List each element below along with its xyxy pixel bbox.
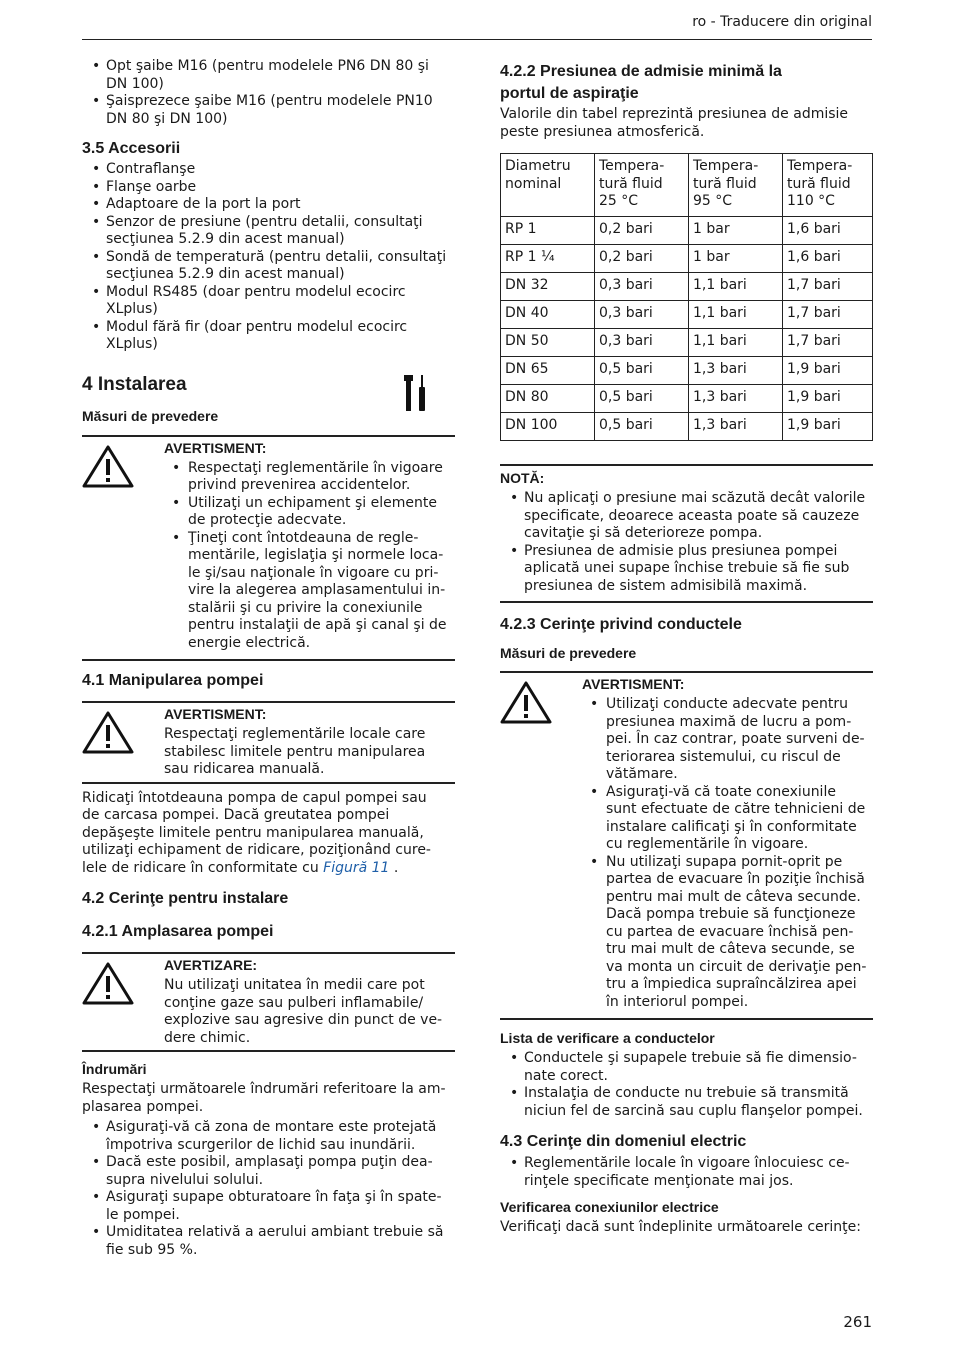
warning-title: AVERTISMENT: [164, 706, 267, 722]
table-header-cell: Tempera- tură fluid 25 °C [595, 154, 689, 217]
electrical-list [500, 1155, 873, 1190]
table-header-cell: Diametru nominal [501, 154, 595, 217]
warning-title: AVERTISMENT: [582, 676, 685, 692]
section-4-2-3-title: 4.2.3 Cerinţe privind conductele [500, 616, 742, 633]
table-cell: DN 50 [501, 329, 595, 357]
list-item: • Modul fără fir (doar pentru modelul ecocirc XLplus) [82, 319, 455, 354]
table-cell: 1,1 bari [689, 329, 783, 357]
pipe-checklist [500, 1050, 873, 1120]
warning-title: AVERTIZARE: [164, 957, 258, 973]
note-box [500, 464, 873, 603]
table-cell: 0,3 bari [595, 273, 689, 301]
list-item: • Reglementările locale în vigoare înlocuiesc ce- rinţele specificate menţionate mai jos. [500, 1155, 873, 1190]
list-item: • Dacă este posibil, amplasaţi pompa puţin dea- supra nivelului solului. [82, 1154, 455, 1189]
list-item: • Adaptoare de la port la port [82, 196, 455, 214]
table-cell: RP 1 [501, 217, 595, 245]
guidelines-text: Respectaţi următoarele îndrumări referitoare la am- plasarea pompei. [82, 1081, 446, 1115]
table-cell: 1,9 bari [783, 385, 873, 413]
guidelines-title: Îndrumări [82, 1061, 147, 1077]
section-4-heading [82, 374, 455, 425]
table-row [501, 217, 873, 245]
section-4-title: 4 Instalarea [82, 373, 187, 395]
lifting-text: Ridicaţi întotdeauna pompa de capul pompei sau de carcasa pompei. Dacă greutatea pompei depăşeşte limitele pentru manipularea manuală, utilizaţi echipament de ridicare, poziţionând cure- lele de ridicare în conformitate cu [82, 789, 431, 876]
warning-box-safety [82, 435, 455, 662]
table-header-cell: Tempera- tură fluid 95 °C [689, 154, 783, 217]
list-item: • Respectaţi reglementările în vigoare privind prevenirea accidentelor. [164, 460, 455, 495]
table-header-cell: Tempera- tură fluid 110 °C [783, 154, 873, 217]
left-column [82, 58, 455, 1259]
table-cell: 0,2 bari [595, 245, 689, 273]
warning-icon [82, 444, 134, 488]
list-item: • Asiguraţi-vă că toate conexiunile sunt efectuate de către tehnicieni de instalare calificaţi şi în conformitate cu reglementările în vigoare. [582, 784, 873, 854]
table-row [501, 385, 873, 413]
table-cell: 1,3 bari [689, 413, 783, 441]
table-row [501, 413, 873, 441]
list-item: • Instalaţia de conducte nu trebuie să transmită niciun fel de sarcină sau cuplu flanşelor pompei. [500, 1085, 873, 1120]
list-item: • Umiditatea relativă a aerului ambiant trebuie să fie sub 95 %. [82, 1224, 455, 1259]
table-header-row [501, 154, 873, 217]
tools-icon [402, 373, 430, 413]
accessories-list [82, 161, 455, 354]
warning-text: Respectaţi reglementările locale care stabilesc limitele pentru manipularea sau ridicarea manuală. [164, 726, 426, 777]
table-row [501, 357, 873, 385]
list-item: • Ţineţi cont întotdeauna de regle- mentările, legislaţia şi normele loca- le şi/sau naţionale în vigoare cu pri- vire la alegerea amplasamentului in- stalării şi cu privire la conexiunile pentru instalaţii de apă şi canal şi de energie electrică. [164, 530, 455, 653]
table-cell: DN 32 [501, 273, 595, 301]
header-text: ro - Traducere din original [692, 14, 872, 30]
warning-list [582, 696, 873, 1011]
table-cell: 1,1 bari [689, 273, 783, 301]
section-4-2-title: 4.2 Cerinţe pentru instalare [82, 890, 289, 907]
list-item: • Senzor de presiune (pentru detalii, consultaţi secţiunea 5.2.9 din acest manual) [82, 214, 455, 249]
lifting-paragraph [82, 790, 455, 878]
section-4-2-2-title: 4.2.2 Presiunea de admisie minimă la portul de aspiraţie [500, 63, 782, 102]
list-item: • Asiguraţi-vă că zona de montare este protejată împotriva scurgerilor de lichid sau inundării. [82, 1119, 455, 1154]
list-item: • Sondă de temperatură (pentru detalii, consultaţi secţiunea 5.2.9 din acest manual) [82, 249, 455, 284]
table-cell: 1,9 bari [783, 413, 873, 441]
lifting-text-end: . [389, 859, 399, 876]
warning-box-pipes [500, 671, 873, 1020]
table-cell: DN 65 [501, 357, 595, 385]
section-4-2-2-text: Valorile din tabel reprezintă presiunea de admisie peste presiunea atmosferică. [500, 106, 849, 140]
table-cell: 1,7 bari [783, 301, 873, 329]
list-item: • Şaisprezece şaibe M16 (pentru modelele PN10 DN 80 şi DN 100) [82, 93, 455, 128]
table-cell: DN 100 [501, 413, 595, 441]
note-title: NOTĂ: [500, 470, 545, 486]
table-cell: 0,2 bari [595, 217, 689, 245]
table-cell: 1,6 bari [783, 245, 873, 273]
list-item: • Nu utilizaţi supapa pornit-oprit pe partea de evacuare în poziţie închisă pentru mai mult de câteva secunde. Dacă pompa trebuie să funcţioneze cu partea de evacuare închisă pen- tru mai mult de câteva secunde, se va monta un circuit de derivaţie pen- tru a împiedica supraîncălzirea apei în interiorul pompei. [582, 854, 873, 1012]
table-cell: 1,7 bari [783, 329, 873, 357]
table-cell: 1 bar [689, 217, 783, 245]
warning-list [164, 460, 455, 653]
page-number: 261 [843, 1313, 872, 1331]
section-3-5-title: 3.5 Accesorii [82, 140, 181, 157]
table-cell: 1 bar [689, 245, 783, 273]
list-item: • Nu aplicaţi o presiune mai scăzută decât valorile specificate, deoarece aceasta poate să cauzeze cavitaţie şi să deterioreze pompa. [500, 490, 873, 543]
table-cell: 0,3 bari [595, 329, 689, 357]
table-cell: 1,1 bari [689, 301, 783, 329]
note-list [500, 490, 873, 595]
pipe-checklist-title: Lista de verificare a conductelor [500, 1030, 715, 1046]
table-cell: 1,9 bari [783, 357, 873, 385]
table-row [501, 301, 873, 329]
table-cell: 1,7 bari [783, 273, 873, 301]
warning-box-location [82, 952, 455, 1052]
list-item: • Flanşe oarbe [82, 179, 455, 197]
list-item: • Conductele şi supapele trebuie să fie dimensio- nate corect. [500, 1050, 873, 1085]
section-4-2-3-subtitle: Măsuri de prevedere [500, 645, 637, 661]
table-cell: 1,6 bari [783, 217, 873, 245]
table-cell: 1,3 bari [689, 357, 783, 385]
table-cell: DN 80 [501, 385, 595, 413]
table-cell: 0,5 bari [595, 385, 689, 413]
warning-icon [500, 680, 552, 724]
table-cell: 1,3 bari [689, 385, 783, 413]
electrical-check-text: Verificaţi dacă sunt îndeplinite următoarele cerinţe: [500, 1219, 861, 1235]
warning-text: Nu utilizaţi unitatea în medii care pot conţine gaze sau pulberi inflamabile/ explozive sau agresive din punct de ve- dere chimic. [164, 977, 443, 1046]
table-cell: RP 1 ¼ [501, 245, 595, 273]
list-item: • Presiunea de admisie plus presiunea pompei aplicată unei supape închise trebuie să fie sub presiunea de sistem admisibilă maximă. [500, 543, 873, 596]
section-4-1-title: 4.1 Manipularea pompei [82, 672, 264, 689]
page-header [82, 14, 872, 40]
warning-box-handling [82, 701, 455, 784]
section-4-subtitle: Măsuri de prevedere [82, 407, 219, 424]
table-row [501, 273, 873, 301]
section-4-3-title: 4.3 Cerinţe din domeniul electric [500, 1133, 747, 1150]
warning-icon [82, 961, 134, 1005]
guidelines-list [82, 1119, 455, 1259]
washers-list [82, 58, 455, 128]
pressure-table [500, 153, 873, 441]
list-item: • Utilizaţi conducte adecvate pentru presiunea maximă de lucru a pom- pei. În caz contrar, poate surveni de- teriorarea sistemului, cu riscul de vătămare. [582, 696, 873, 784]
list-item: • Contraflanşe [82, 161, 455, 179]
list-item: • Utilizaţi un echipament şi elemente de protecţie adecvate. [164, 495, 455, 530]
list-item: • Opt şaibe M16 (pentru modelele PN6 DN 80 şi DN 100) [82, 58, 455, 93]
figure-link[interactable]: Figură 11 [323, 859, 390, 876]
list-item: • Modul RS485 (doar pentru modelul ecocirc XLplus) [82, 284, 455, 319]
table-cell: 0,5 bari [595, 357, 689, 385]
warning-title: AVERTISMENT: [164, 439, 267, 456]
table-cell: 0,5 bari [595, 413, 689, 441]
electrical-check-title: Verificarea conexiunilor electrice [500, 1199, 719, 1215]
right-column [500, 58, 873, 1237]
table-row [501, 329, 873, 357]
list-item: • Asiguraţi supape obturatoare în faţa şi în spate- le pompei. [82, 1189, 455, 1224]
section-4-2-1-title: 4.2.1 Amplasarea pompei [82, 923, 274, 940]
table-row [501, 245, 873, 273]
table-cell: DN 40 [501, 301, 595, 329]
warning-icon [82, 710, 134, 754]
table-cell: 0,3 bari [595, 301, 689, 329]
